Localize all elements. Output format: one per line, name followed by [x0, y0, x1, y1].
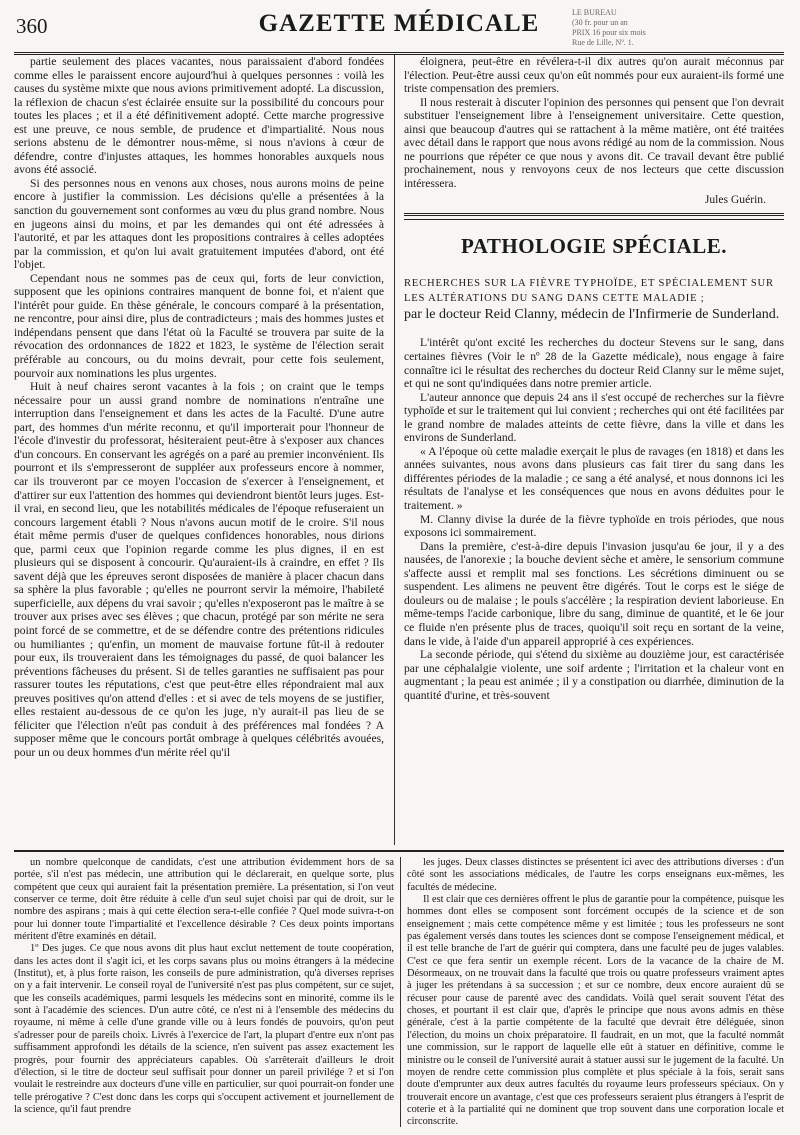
paragraph: M. Clanny divise la durée de la fièvre typhoïde en trois périodes, que nous exposons ici sommairement.: [404, 512, 784, 540]
subscription-line: (30 fr. pour un an: [572, 18, 628, 27]
paragraph: Il est clair que ces dernières offrent le plus de garantie pour la compétence, puisque les hommes dont elles se composent sont forcément occupés de la science et de son enseignement ; mais cette compétence même y est limitée ; tous les professeurs ne sont pas également versés dans toutes les sciences dont se compose l'enseignement médical, et il est telle branche de l'art de guérir qui comptera, dans une faculté peu de juges valables. C'est ce que fera sentir un exemple récent. Lors de la vacance de la chaire de M. Désormeaux, on ne trouvait dans la faculté que trois ou quatre professeurs vraiment aptes à juger les prétendans à sa succession ; et sur ce nombre, deux encore auraient dû se récuser pour cause de parenté avec des candidats. Voilà quel serait souvent l'état des choses, et pourtant il est clair que, d'après le principe que nous avons admis en thèse générale, c'est à la partie compétente de la faculté que devrait être déléguée, sinon l'élection, du moins un choix préparatoire. Il faudrait, en un mot, que la faculté nommât une commission, sur le rapport de laquelle elle eût à statuer en définitive, comme le ministre ou le conseil de l'université aurait à statuer aussi sur le jugement de la faculté. Un moyen de rendre cette commission plus complète et plus spéciale à la fois, serait sans doute d'emprunter aux deux autres facultés du royaume leurs professeurs spéciaux. On y trouverait encore un avantage, c'est que ces professeurs seraient plus étrangers à l'esprit de coterie et à la partialité qui ne dominent que trop souvent dans une corporation locale et circonscrite.: [407, 894, 784, 1127]
lower-right-column: [407, 857, 784, 1127]
paragraph: « A l'époque où cette maladie exerçait le plus de ravages (en 1818) et dans les années suivantes, nous avons dans plusieurs cas fait tirer du sang dans les différentes périodes de la maladie ; ce sang a été analysé, et nous donnons ici les résultats de l'analyse et les conséquences que nous en avons déduites pour le traitement. »: [404, 444, 784, 513]
lower-left-column: [14, 857, 394, 1127]
paragraph: un nombre quelconque de candidats, c'est une attribution évidemment hors de sa portée, s'il n'est pas médecin, une attribution qui le déclarerait, en quelque sorte, plus compétent que ceux qui auraient fait la présentation première. La présentation, si l'on veut conserver ce terme, doit être réduite à celle d'un seul sujet choisi par qui de droit, sur le nombre des aspirans ; mais à qui cette élection sera-t-elle confiée ? Quel mode suivra-t-on pour lui donner toute l'impartialité et l'excellence désirable ? Ces deux points importans méritent d'être examinés en détail.: [14, 857, 394, 943]
paragraph: Il nous resterait à discuter l'opinion des personnes qui pensent que l'on devrait substituer l'enseignement libre à l'enseignement universitaire. Cette question, ainsi que beaucoup d'autres qui se rattachent à la même matière, ont été traitées avec détail dans le rapport que nous avons rédigé au nom de la commission. Nous ne pourrions que répéter ce que nous y avons dit. Ce travail devant être publié prochainement, nous y renvoyons ceux de nos lecteurs que cette discussion intéressera.: [404, 95, 784, 190]
signature: Jules Guérin.: [704, 193, 766, 207]
paragraph: Huit à neuf chaires seront vacantes à la fois ; on craint que le temps nécessaire pour un aussi grand nombre de nominations n'entraîne une interruption dans l'enseignement et dans les actes de la Faculté. D'une autre part, des hommes d'un mérite reconnu, et qu'il importerait pour l'honneur de l'école d'investir du professorat, hésiteraient peut-être à s'exposer aux chances d'un concours. En conservant les agrégés on a paré au premier inconvénient. Ils pourront et ils s'empresseront de suppléer aux professeurs encore à nommer, car ils trouveront par ce moyen l'occasion de s'exercer à l'enseignement, et d'attirer sur eux l'attention des hommes qui deviendront bientôt leurs juges. Est-il vrai, en second lieu, que les notabilités médicales de l'époque refuseraient un concours largement établi ? Nous n'avons aucun motif de le croire. S'il nous était même permis d'user de quelques confidences honorables, nous dirions que, parmi ceux que l'opinion regarde comme les plus dignes, il en est plusieurs qui se disposent à concourir. Qu'auraient-ils à craindre, en effet ? Ils savent déjà que les épreuves seront disposées de manière à placer chacun dans sa sphère la plus favorable ; qu'elles ne pourront servir la mémoire, l'habileté superficielle, aux dépens du vrai savoir ; qu'elles n'exposeront pas le maître à se trouver aux prises avec ses élèves ; que chacun, protégé par son mérite ne sera point forcé de se commettre, et de se défendre contre des prétentions ridicules ou humiliantes ; qu'enfin, un moment de mauvaise fortune fût-il à redouter pour eux, ils trouveraient dans les témoignages du passé, de quoi balancer les préventions fâcheuses du présent. Si de telles garanties ne suffisaient pas pour rassurer toutes les réputations, c'est que peut-être elles répondraient mal aux preuves positives qu'on attend d'elles : et si avec de tels moyens de se justifier, elles restaient au-dessous de ce qu'on les juge, n'y aurait-il pas lieu de se féliciter que l'élection n'eût pas conduit à des préférences mal fondées ? A supposer même que le concours portât ombrage à quelques célébrités avouées, pour un ou deux hommes d'un mérite réel qu'il: [14, 380, 384, 759]
feuilleton-rule: [14, 850, 784, 852]
paragraph: éloignera, peut-être en révélera-t-il dix autres qu'on aurait méconnus par l'élection. Peut-être aussi ceux qu'on eût nommés pour eux auraient-ils formé une triste compensation des premiers.: [404, 55, 784, 96]
paragraph: L'intérêt qu'ont excité les recherches du docteur Stevens sur le sang, dans certaines fièvres (Voir le nº 28 de la Gazette médicale), nous engage à faire connaître ici le résultat des recherches du docteur Reid Clanny sur le même sujet, et qui ne sont qu'indiquées dans notre premier article.: [404, 336, 784, 391]
article-title: RECHERCHES SUR LA FIÈVRE TYPHOÏDE, ET SPÉCIALEMENT SUR LES ALTÉRATIONS DU SANG DANS CETTE MALADIE ;: [404, 278, 774, 305]
paragraph: Dans la première, c'est-à-dire depuis l'invasion jusqu'au 6e jour, il y a des nausées, de l'anorexie ; la bouche devient sèche et amère, le sensorium commune s'affecte aussi et remplit mal ses fonctions. Les sécrétions diminuent ou se suspendent. Les alimens ne peuvent être digérés. Tout le corps est le siége de douleurs ou de malaise ; le pouls s'accélère ; la respiration devient laborieuse. En même-temps l'acide carbonique, libre du sang, diminue de quantité, et le 6e jour ce fluide n'en présente plus de traces, quoiqu'il soit reçu en sortant de la veine, dans le vide, à l'aide d'un appareil approprié à ces expériences.: [404, 539, 784, 648]
upper-section: [14, 55, 784, 845]
article-author: par le docteur Reid Clanny, médecin de l'Infirmerie de Sunderland.: [404, 307, 780, 323]
subscription-info: [572, 8, 782, 48]
subscription-line: LE BUREAU: [572, 8, 617, 17]
paragraph: Cependant nous ne sommes pas de ceux qui, forts de leur conviction, supposent que les opinions contraires manquent de bonne foi, et n'aient que l'intérêt pour guide. En thèse générale, le concours comparé à la présentation, ne rencontre, pour ainsi dire, plus de contradicteurs ; mais des hommes justes et indépendans pensent que dans l'état où la Faculté se trouvera par suite de la révocation des ordonnances de 1822 et 1823, le système de l'élection serait préférable au concours, ou du moins devrait, pour cette fois seulement, pourvoir aux nominations les plus urgentes.: [14, 271, 384, 380]
page-number: 360: [16, 14, 48, 38]
journal-title: GAZETTE MÉDICALE: [258, 10, 540, 37]
column-divider: [394, 55, 395, 845]
left-column: [14, 55, 384, 845]
section-title: PATHOLOGIE SPÉCIALE.: [461, 234, 727, 259]
paragraph: L'auteur annonce que depuis 24 ans il s'est occupé de recherches sur la fièvre typhoïde et sur le traitement qui lui convient ; recherches qui ont été facilitées par le grand nombre de malades atteints de cette fièvre, dans la ville et dans les environs de Sunderland.: [404, 390, 784, 445]
paragraph: 1º Des juges. Ce que nous avons dit plus haut exclut nettement de toute coopération, dans les actes dont il s'agit ici, et les corps savans plus ou moins étrangers à la médecine (Institut), et, à plus forte raison, les conseils de pure administration, qu'à diverses reprises on y a fait intervenir. Le conseil royal de l'université n'est pas plus compétent, sur ce sujet, que les conseils académiques, parmi lesquels les médecins sont en minorité, comme ils le sont à l'académie des sciences. D'un autre côté, ce n'est ni à l'ensemble des médecins du royaume, ni même à celle d'une grande ville ou à leurs fondés de pouvoirs, qu'on peut s'adresser pour de pareils choix. Livrés à l'exercice de l'art, la plupart d'entre eux n'ont pas suffisamment approfondi les détails de la science, n'en suivent pas assez exactement les progrès, pour fournir des appréciateurs capables. Où s'arrêterait d'ailleurs le droit d'élection, si le titre de docteur seul suffisait pour donner un pareil privilége ? et si l'on voulait le restreindre aux docteurs d'une ville en particulier, sur quoi pourrait-on fonder une telle prérogative ? C'est donc dans les corps qui s'occupent activement et journellement de la science, qu'il faut prendre: [14, 943, 394, 1115]
paragraph: La seconde période, qui s'étend du sixième au douzième jour, est caractérisée par une céphalalgie violente, une soif ardente ; l'irritation et la chaleur vont en augmentant ; la peau est animée ; il y a constipation ou diarrhée, diminution de la quantité d'urine, et très-souvent: [404, 648, 784, 702]
paragraph: partie seulement des places vacantes, nous paraissaient d'abord fondées comme elles le paraissent encore aujourd'hui à quelques personnes : voilà les causes du système mixte que nous avions primitivement adopté. La discussion, la réflexion de chacun s'est éclairée ensuite sur la possibilité du concours pour toutes les places ; et il a été définitivement adopté. Cette marche progressive est une preuve, ce nous semble, de prudence et d'impartialité. Nous nous serions abstenu de le démontrer nous-même, si nous n'avions à cœur de défendre, contre d'injustes attaques, les hommes honorables auxquels nous avons été associé.: [14, 55, 384, 177]
masthead: [14, 6, 784, 52]
subscription-line: Rue de Lille, Nº. 1.: [572, 38, 634, 47]
paragraph: les juges. Deux classes distinctes se présentent ici avec des attributions diverses : d'un côté sont les associations médicales, de l'autre les corps enseignans eux-mêmes, les facultés de médecine.: [407, 857, 784, 893]
subscription-line: PRIX 16 pour six mois: [572, 28, 646, 37]
section-rule: [404, 213, 784, 220]
column-divider: [400, 857, 401, 1127]
lower-section: [14, 857, 784, 1127]
paragraph: Si des personnes nous en venons aux choses, nous aurons moins de peine encore à justifier la commission. Les décisions qu'elle a présentées à la sanction du gouvernement sont conformes au vœu du plus grand nombre. Nous en jugeons ainsi du moins, et par les demandes qui ont été adressées à l'autorité, et par les attaques dont les propositions contraires à celles adoptées par la commission, et qu'on lui avait gratuitement imputées d'abord, ont été l'objet.: [14, 176, 384, 272]
section-header: [404, 234, 784, 264]
right-column: [404, 55, 784, 845]
